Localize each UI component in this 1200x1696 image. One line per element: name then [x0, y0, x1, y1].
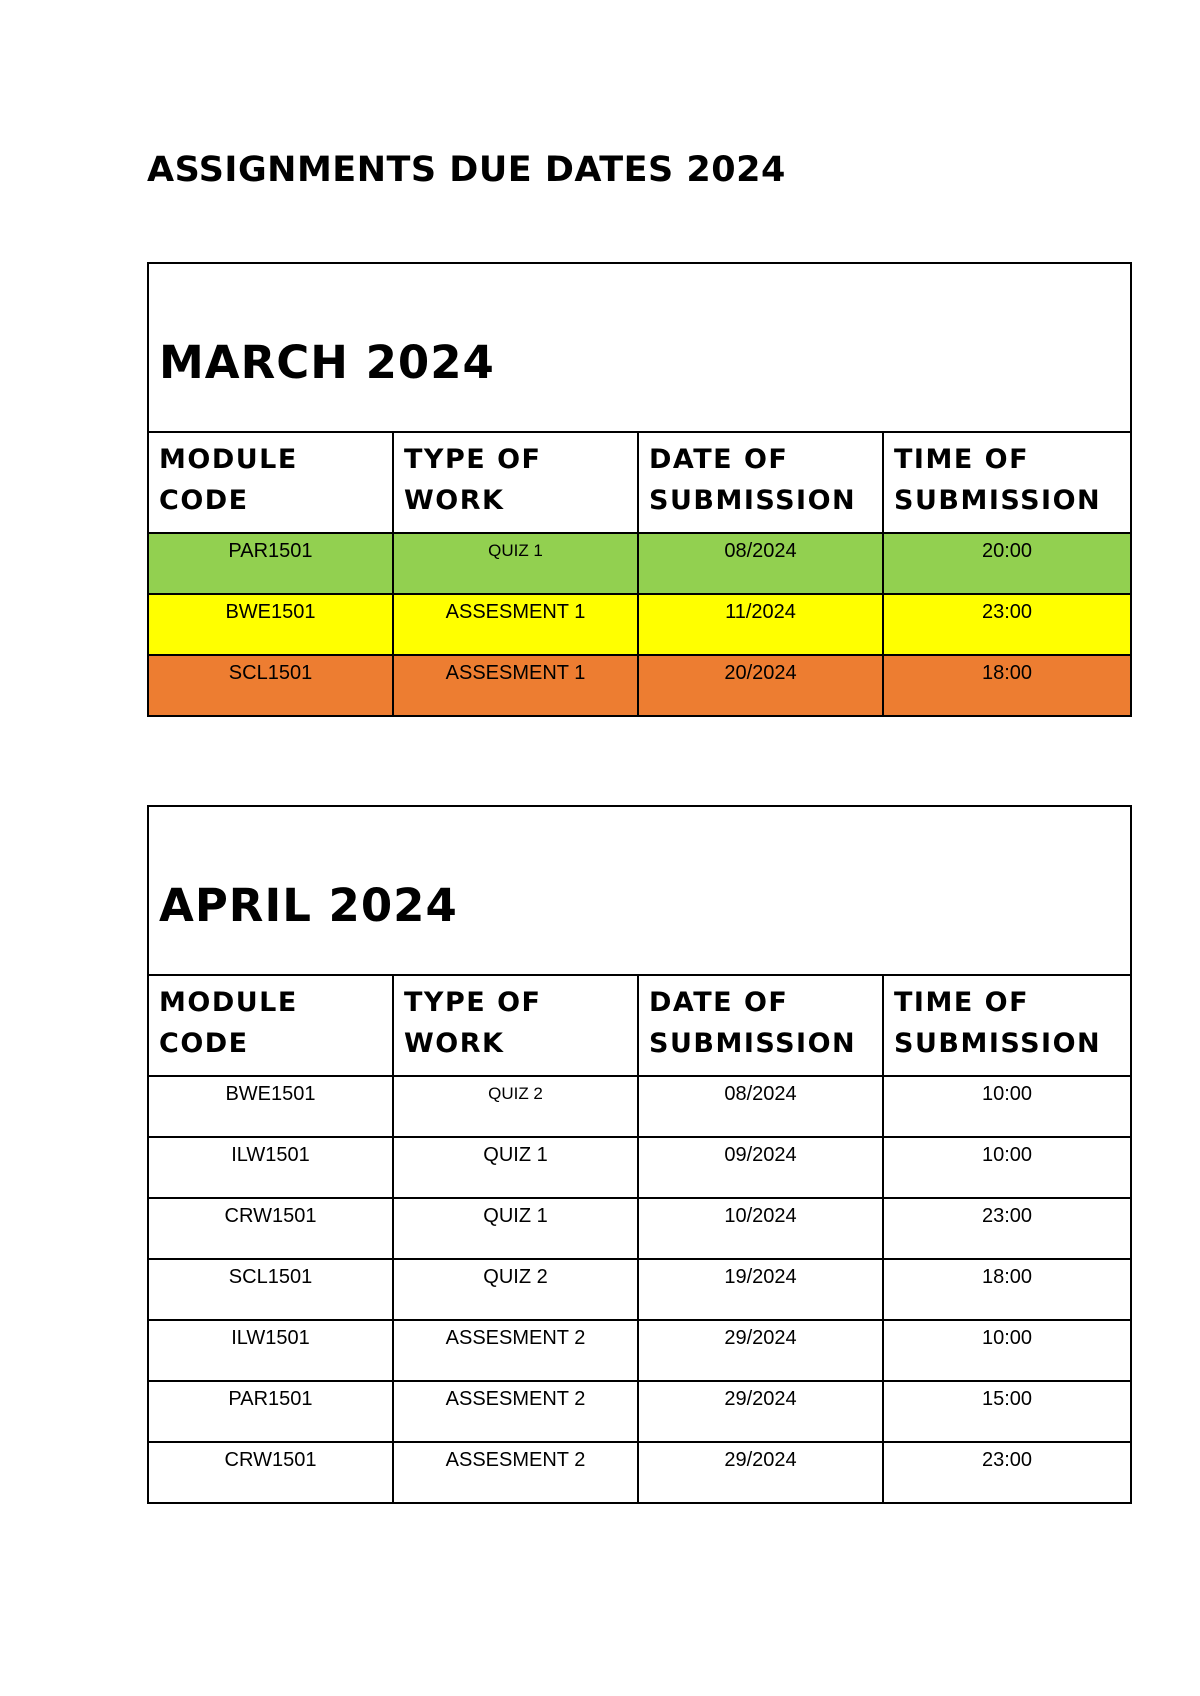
time-of-submission: 15:00: [981, 1388, 1033, 1410]
type-of-work: ASSESMENT 1: [445, 662, 586, 684]
header-cell-time-of-submission: [883, 975, 1131, 1076]
date-of-submission: 29/2024: [724, 1449, 797, 1471]
header-cell-type-of-work: [393, 975, 638, 1076]
time-of-submission-cell: [883, 1320, 1131, 1381]
header-time-of-submission: TIME OF SUBMISSION: [894, 444, 1102, 516]
header-cell-date-of-submission: [638, 432, 883, 533]
module-code: BWE1501: [225, 1083, 316, 1105]
type-of-work-cell: [393, 1076, 638, 1137]
type-of-work-cell: [393, 1442, 638, 1503]
header-module-code: MODULE CODE: [159, 987, 298, 1059]
type-of-work: ASSESMENT 1: [445, 601, 586, 623]
header-type-of-work: TYPE OF WORK: [404, 444, 542, 516]
type-of-work: QUIZ 2: [483, 1266, 548, 1288]
date-of-submission: 08/2024: [724, 1083, 797, 1105]
date-of-submission-cell: [638, 1137, 883, 1198]
date-of-submission: 08/2024: [724, 540, 797, 562]
month-title: APRIL 2024: [159, 879, 458, 932]
module-code-cell: [148, 1198, 393, 1259]
date-of-submission: 20/2024: [724, 662, 797, 684]
page-title: ASSIGNMENTS DUE DATES 2024: [147, 150, 786, 190]
time-of-submission-cell: [883, 1076, 1131, 1137]
date-of-submission-cell: [638, 1442, 883, 1503]
time-of-submission: 20:00: [981, 540, 1033, 562]
header-cell-module-code: [148, 432, 393, 533]
time-of-submission-cell: [883, 1442, 1131, 1503]
type-of-work: QUIZ 1: [483, 1144, 548, 1166]
header-type-of-work: TYPE OF WORK: [404, 987, 542, 1059]
time-of-submission-cell: [883, 655, 1131, 716]
header-cell-module-code: [148, 975, 393, 1076]
date-of-submission-cell: [638, 1381, 883, 1442]
header-date-of-submission: DATE OF SUBMISSION: [649, 444, 857, 516]
module-code: ILW1501: [231, 1327, 310, 1349]
header-row: [148, 432, 1131, 533]
date-of-submission-cell: [638, 1076, 883, 1137]
type-of-work: ASSESMENT 2: [445, 1327, 586, 1349]
time-of-submission-cell: [883, 1381, 1131, 1442]
table-row: [148, 1076, 1131, 1137]
month-title-row: [148, 263, 1131, 432]
date-of-submission-cell: [638, 594, 883, 655]
table-row: [148, 1198, 1131, 1259]
module-code: CRW1501: [224, 1205, 317, 1227]
type-of-work-cell: [393, 533, 638, 594]
month-title-cell: [148, 263, 1131, 432]
time-of-submission-cell: [883, 1137, 1131, 1198]
type-of-work: QUIZ 1: [483, 1205, 548, 1227]
date-of-submission-cell: [638, 533, 883, 594]
type-of-work-cell: [393, 655, 638, 716]
table-row: [148, 1381, 1131, 1442]
date-of-submission: 10/2024: [724, 1205, 797, 1227]
header-time-of-submission: TIME OF SUBMISSION: [894, 987, 1102, 1059]
header-module-code: MODULE CODE: [159, 444, 298, 516]
time-of-submission-cell: [883, 1259, 1131, 1320]
month-title-cell: [148, 806, 1131, 975]
date-of-submission: 29/2024: [724, 1327, 797, 1349]
type-of-work-cell: [393, 1137, 638, 1198]
type-of-work: QUIZ 1: [488, 541, 543, 560]
module-code-cell: [148, 594, 393, 655]
time-of-submission: 23:00: [981, 1205, 1033, 1227]
march-schedule-table: [147, 262, 1132, 717]
module-code: SCL1501: [228, 1266, 313, 1288]
date-of-submission: 11/2024: [725, 601, 796, 623]
module-code: PAR1501: [228, 1388, 313, 1410]
date-of-submission-cell: [638, 655, 883, 716]
header-cell-type-of-work: [393, 432, 638, 533]
month-title: MARCH 2024: [159, 336, 495, 389]
type-of-work-cell: [393, 1381, 638, 1442]
module-code: ILW1501: [231, 1144, 310, 1166]
module-code-cell: [148, 1442, 393, 1503]
time-of-submission-cell: [883, 594, 1131, 655]
month-title-row: [148, 806, 1131, 975]
module-code: SCL1501: [228, 662, 313, 684]
date-of-submission-cell: [638, 1198, 883, 1259]
type-of-work-cell: [393, 1320, 638, 1381]
module-code: PAR1501: [228, 540, 313, 562]
date-of-submission: 19/2024: [724, 1266, 797, 1288]
table-row: [148, 1259, 1131, 1320]
type-of-work: QUIZ 2: [488, 1084, 543, 1103]
type-of-work-cell: [393, 1198, 638, 1259]
module-code: CRW1501: [224, 1449, 317, 1471]
table-row: [148, 1320, 1131, 1381]
time-of-submission: 23:00: [981, 1449, 1033, 1471]
time-of-submission: 18:00: [981, 662, 1033, 684]
header-row: [148, 975, 1131, 1076]
date-of-submission: 09/2024: [724, 1144, 797, 1166]
module-code-cell: [148, 1381, 393, 1442]
time-of-submission: 10:00: [981, 1327, 1033, 1349]
time-of-submission: 23:00: [981, 601, 1033, 623]
date-of-submission-cell: [638, 1320, 883, 1381]
date-of-submission-cell: [638, 1259, 883, 1320]
type-of-work-cell: [393, 1259, 638, 1320]
date-of-submission: 29/2024: [724, 1388, 797, 1410]
type-of-work-cell: [393, 594, 638, 655]
module-code-cell: [148, 1259, 393, 1320]
time-of-submission: 18:00: [981, 1266, 1033, 1288]
table-row: [148, 533, 1131, 594]
header-date-of-submission: DATE OF SUBMISSION: [649, 987, 857, 1059]
table-row: [148, 655, 1131, 716]
time-of-submission-cell: [883, 1198, 1131, 1259]
header-cell-time-of-submission: [883, 432, 1131, 533]
table-row: [148, 1137, 1131, 1198]
module-code-cell: [148, 533, 393, 594]
table-row: [148, 1442, 1131, 1503]
type-of-work: ASSESMENT 2: [445, 1388, 586, 1410]
module-code-cell: [148, 1137, 393, 1198]
time-of-submission: 10:00: [981, 1083, 1033, 1105]
header-cell-date-of-submission: [638, 975, 883, 1076]
type-of-work: ASSESMENT 2: [445, 1449, 586, 1471]
april-schedule-table: [147, 805, 1132, 1504]
module-code: BWE1501: [225, 601, 316, 623]
time-of-submission: 10:00: [981, 1144, 1033, 1166]
module-code-cell: [148, 655, 393, 716]
time-of-submission-cell: [883, 533, 1131, 594]
module-code-cell: [148, 1076, 393, 1137]
table-row: [148, 594, 1131, 655]
module-code-cell: [148, 1320, 393, 1381]
